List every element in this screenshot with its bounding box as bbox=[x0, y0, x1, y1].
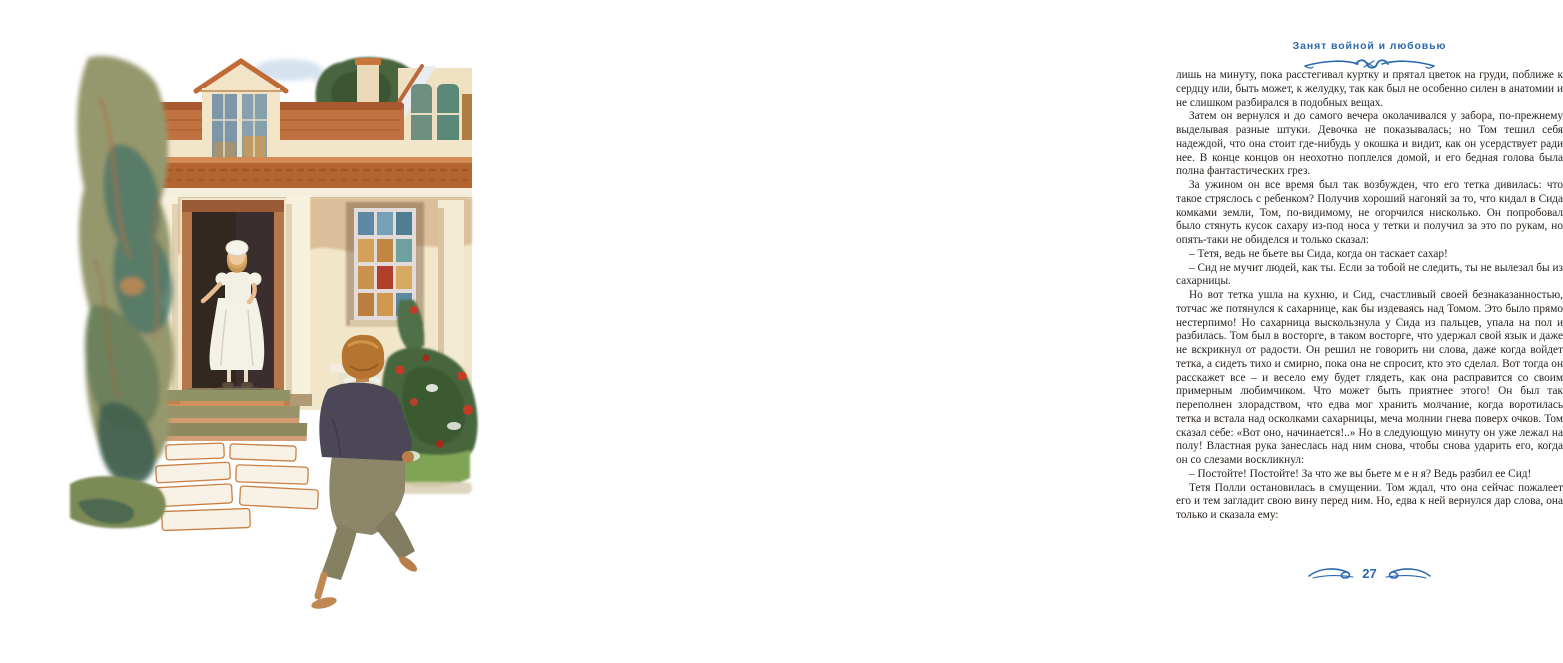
garden-path bbox=[134, 443, 318, 531]
boy-front-foot bbox=[310, 595, 338, 611]
boy-hand bbox=[402, 451, 414, 463]
paragraph: Но вот тетка ушла на кухню, и Сид, счастливый своей безнаказанностью, тотчас же потянулся к сахарнице, как бы издеваясь над Томом. Это было прямо нестерпимо! Но сахарница выскользнула у Сида из пальцев, упала на пол и разбилась. Том был в восторге, в таком восторге, что удержал свой язык и даже не вскрикнул от радости. Он решил не говорить ни слова, даже когда войдет тетка, а сидеть тихо и смирно, пока она не спросит, кто это сделал. Вот тогда он расскажет все – и весело ему будет глядеть, как она расправится со своим примерным любимчиком. Что может быть приятнее этого! Он был так переполнен злорадством, что едва мог хранить молчание, когда воротилась тетка и встала над осколками сахарницы, меча молнии гнева поверх очков. Том сказал себе: «Вот оно, начинается!..» Но в следующую минуту он уже лежал на полу! Властная рука занеслась над ним снова, чтобы снова ударить его, когда он со слезами воскликнул: bbox=[1176, 289, 1563, 466]
body-text bbox=[1176, 69, 1563, 523]
boy-back-foot bbox=[397, 554, 420, 575]
paragraph: – Сид не мучит людей, как ты. Если за тобой не следить, ты не вылезал бы из сахарницы. bbox=[1176, 261, 1563, 288]
left-hedge bbox=[70, 476, 166, 528]
paragraph: лишь на минуту, пока расстегивал куртку и прятал цветок на груди, поближе к сердцу или, быть может, к желудку, так как был не особенно силен в анатомии и не слишком разбирался в подобных вещах. bbox=[1176, 69, 1563, 109]
page-right bbox=[550, 0, 1563, 663]
illustration-tom-and-girl bbox=[70, 58, 480, 623]
left-tree bbox=[77, 56, 174, 485]
paragraph: За ужином он все время был так возбужден, что его тетка дивилась: что такое стряслось с ребенком? Получив хороший нагоняй за то, что кидал в Сида комками земли, Том, по-видимому, не огорчился нисколько. Он попробовал было стянуть кусок сахару из-под носа у тетки и получил за это по рукам, но опять-таки не обиделся и только сказал: bbox=[1176, 179, 1563, 246]
paragraph: – Постойте! Постойте! За что же вы бьете м е н я? Ведь разбил ее Сид! bbox=[1189, 467, 1532, 480]
paragraph: Тетя Полли остановилась в смущении. Том ждал, что она сейчас пожалеет его и тем загладит свою вину перед ним. Но, едва к ней вернулся дар слова, она только и сказала ему: bbox=[1176, 481, 1563, 521]
page-left bbox=[0, 0, 550, 663]
footer-flourish-left bbox=[1307, 565, 1355, 581]
page-number: 27 bbox=[1362, 565, 1377, 581]
paragraph: Затем он вернулся и до самого вечера околачивался у забора, по-прежнему выделывая разные штуки. Девочка не показывалась; но Том тешил себя надеждой, что она стоит где-нибудь у окошка и видит, как он усердствует ради нее. В конце концов он неохотно поплелся домой, и его бедная голова была полна фантастических грез. bbox=[1176, 110, 1563, 178]
running-title: Занят войной и любовью bbox=[1292, 40, 1447, 52]
page-footer bbox=[1176, 565, 1563, 581]
footer-flourish-right bbox=[1384, 565, 1432, 581]
porch-roof bbox=[128, 157, 472, 198]
chimney bbox=[355, 58, 381, 106]
girl-bonnet bbox=[226, 241, 248, 256]
paragraph: – Тетя, ведь не бьете вы Сида, когда он таскает сахар! bbox=[1189, 247, 1448, 260]
